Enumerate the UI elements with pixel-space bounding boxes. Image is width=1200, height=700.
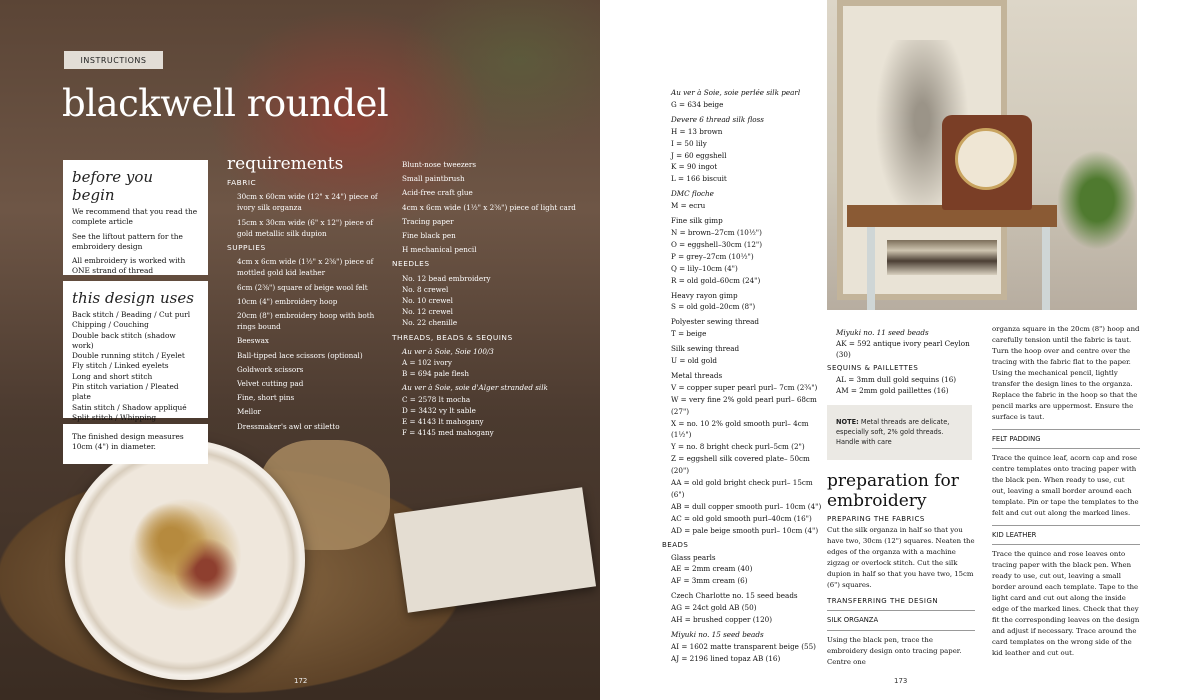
list-item: 15cm x 30cm wide (6" x 12") piece of gold metallic silk dupion — [237, 217, 374, 238]
list-item: AF = 3mm cream (6) — [671, 576, 748, 586]
kid-leather-heading: KID LEATHER — [992, 531, 1037, 540]
list-heading: NEEDLES — [392, 259, 430, 269]
transferring-heading: TRANSFERRING THE DESIGN — [827, 597, 939, 606]
list-item: P = grey–27cm (10½") — [671, 251, 754, 261]
list-item: Acid-free craft glue — [402, 188, 473, 198]
list-item: AA = old gold bright check purl– 15cm (6") — [671, 478, 813, 499]
section-tag: INSTRUCTIONS — [64, 51, 163, 69]
list-item: Z = eggshell silk covered plate– 50cm (20") — [671, 454, 810, 476]
uses-heading: this design uses — [72, 289, 194, 307]
list-item: Velvet cutting pad — [237, 379, 304, 389]
list-item: Au ver à Soie, soie perlée silk pearl — [671, 88, 801, 97]
list-item: AK = 592 antique ivory pearl Ceylon (30) — [836, 339, 970, 359]
list-heading: SUPPLIES — [227, 243, 266, 253]
list-item: AB = dull copper smooth purl– 10cm (4") — [671, 501, 822, 511]
list-item: Small paintbrush — [402, 174, 465, 184]
stitch-item: Long and short stitch — [72, 371, 153, 381]
before-para: We recommend that you read the complete article — [72, 207, 198, 227]
list-item: K = 90 ingot — [671, 162, 718, 172]
list-item: U = old gold — [671, 356, 717, 366]
list-item: D = 3432 vy lt sable — [402, 405, 476, 415]
list-item: No. 22 chenille — [402, 318, 458, 328]
requirements-heading: requirements — [227, 154, 344, 174]
list-item: AH = brushed copper (120) — [671, 615, 773, 625]
requirements-column-1 — [227, 154, 389, 432]
list-item: Fine, short pins — [237, 393, 295, 403]
list-item: Fine silk gimp — [671, 216, 723, 226]
goldwork-motif-image — [115, 480, 255, 630]
list-item: T = beige — [671, 329, 707, 339]
linen-cloth-image — [394, 487, 596, 612]
list-item: AM = 2mm gold paillettes (16) — [836, 386, 949, 395]
list-item: Au ver à Soie, Soie 100/3 — [402, 346, 494, 356]
list-item: N = brown–27cm (10½") — [671, 227, 762, 237]
note-box — [827, 405, 972, 460]
stitch-item: Fly stitch / Linked eyelets — [72, 361, 169, 371]
list-item: J = 60 eggshell — [671, 150, 727, 160]
list-heading: SEQUINS & PAILLETTES — [827, 364, 919, 372]
list-item: Miyuki no. 15 seed beads — [671, 629, 764, 639]
list-item: AC = old gold smooth purl–40cm (16") — [671, 513, 812, 523]
list-heading: FABRIC — [227, 178, 257, 187]
note-text: Metal threads are delicate, especially soft, 2% gold threads. Handle with care — [836, 418, 950, 446]
list-item: Fine black pen — [402, 231, 456, 241]
list-item: Beeswax — [237, 336, 269, 346]
list-heading: THREADS, BEADS & SEQUINS — [392, 332, 513, 342]
stitch-item: Pin stitch variation / Pleated plate — [72, 382, 179, 402]
stitch-item: Double back stitch (shadow work) — [72, 330, 176, 350]
list-item: X = no. 10 2% gold smooth purl– 4cm (1½") — [671, 418, 809, 440]
list-item: 4cm x 6cm wide (1½" x 2⅜") piece of mottled gold kid leather — [237, 257, 374, 278]
stitch-item: Chipping / Couching — [72, 320, 149, 330]
list-item: 20cm (8") embroidery hoop with both rings bound — [237, 311, 375, 332]
page-number: 172 — [294, 677, 308, 685]
list-item: 4cm x 6cm wide (1½" x 2⅜") piece of light card — [402, 202, 576, 212]
before-you-begin-box — [63, 160, 208, 275]
list-item: C = 2578 lt mocha — [402, 394, 471, 404]
list-item: Goldwork scissors — [237, 364, 304, 374]
list-item: AJ = 2196 lined topaz AB (16) — [671, 653, 781, 663]
instructions-column — [992, 324, 1140, 659]
threads-column — [662, 84, 826, 665]
before-heading: before you begin — [72, 168, 154, 204]
list-item: Blunt-nose tweezers — [402, 160, 477, 169]
stitch-list — [72, 310, 199, 423]
preparing-fabrics-text: Cut the silk organza in half so that you have two, 30cm (12") squares. Neaten the edges of the organza with a machine zigzag or overlock stitch. Cut the silk dupion in half so that you have two, 15cm (6") squares. — [827, 526, 975, 590]
stitch-item: Satin stitch / Shadow appliqué — [72, 402, 187, 412]
list-heading: BEADS — [662, 540, 689, 549]
list-item: AG = 24ct gold AB (50) — [671, 603, 757, 613]
list-item: 10cm (4") embroidery hoop — [237, 296, 338, 306]
list-item: B = 694 pale flesh — [402, 369, 469, 379]
list-item: M = ecru — [671, 201, 706, 211]
list-item: Au ver à Soie, soie d'Alger stranded silk — [402, 383, 548, 393]
kid-leather-text: Trace the quince and rose leaves onto tracing paper with the black pen. When ready to use, cut out, leaving a small border around each template. Tape to the light card and cut out along the inside edge of the marked lines. Check that they fit the corresponding leaves on the design and adjust if necessary. Trace around the card templates on the wrong side of the kid leather and cut out. — [992, 550, 1140, 658]
requirements-column-2 — [392, 156, 592, 438]
list-item: 6cm (2⅜") square of beige wool felt — [237, 282, 368, 292]
list-item: AE = 2mm cream (40) — [671, 564, 753, 574]
silk-organza-text: Using the black pen, trace the embroidery design onto tracing paper. Centre one — [827, 635, 962, 666]
list-item: Glass pearls — [671, 552, 716, 562]
list-item: 30cm x 60cm wide (12" x 24") piece of ivory silk organza — [237, 192, 378, 213]
list-item: Ball-tipped lace scissors (optional) — [237, 350, 363, 360]
list-item: Mellor — [237, 407, 261, 417]
organza-continued-text: organza square in the 20cm (8") hoop and carefully tension until the fabric is taut. Turn the hoop over and centre over the tracing with the fabric flat to the paper. Using the mechanical pencil, lightly transfer the design lines to the organza. Replace the fabric in the hoop so that the pencil marks are uppermost. Ensure the surface is taut. — [992, 325, 1140, 421]
before-para: See the liftout pattern for the embroidery design — [72, 231, 183, 251]
list-item: No. 10 crewel — [402, 296, 453, 306]
list-item: A = 102 ivory — [402, 358, 452, 368]
note-label: NOTE: — [836, 418, 859, 426]
list-item: No. 12 bead embroidery — [402, 273, 491, 283]
article-title: blackwell roundel — [62, 82, 389, 125]
list-item: Q = lily–10cm (4") — [671, 263, 738, 273]
preparation-section — [827, 471, 975, 668]
list-item: Metal threads — [671, 370, 723, 380]
preparation-heading: preparation for embroidery — [827, 471, 959, 511]
list-item: Tracing paper — [402, 216, 454, 226]
list-item: G = 634 beige — [671, 99, 724, 109]
silk-organza-heading: SILK ORGANZA — [827, 616, 879, 625]
finished-size-text: The finished design measures 10cm (4") in diameter. — [72, 432, 184, 452]
list-item: Heavy rayon gimp — [671, 290, 738, 300]
list-item: DMC floche — [671, 189, 714, 199]
stitch-item: Split stitch / Whipping — [72, 412, 157, 422]
list-item: V = copper super pearl purl– 7cm (2¾") — [671, 382, 818, 392]
stitch-item: Back stitch / Beading / Cut purl — [72, 310, 191, 319]
list-item: Devere 6 thread silk floss — [671, 114, 764, 124]
list-item: Czech Charlotte no. 15 seed beads — [671, 591, 798, 601]
list-item: No. 8 crewel — [402, 284, 449, 294]
list-item: Silk sewing thread — [671, 344, 740, 354]
finished-size-box — [63, 424, 208, 464]
list-item: AD = pale beige smooth purl– 10cm (4") — [671, 525, 819, 535]
list-item: H = 13 brown — [671, 126, 723, 136]
beads-column — [827, 324, 976, 396]
list-item: R = old gold–60cm (24") — [671, 275, 761, 285]
preparing-fabrics-heading: PREPARING THE FABRICS — [827, 515, 925, 523]
clock-on-table-photo — [827, 0, 1137, 310]
list-item: Miyuki no. 11 seed beads — [836, 328, 929, 337]
list-item: O = eggshell–30cm (12") — [671, 239, 763, 249]
list-item: AI = 1602 matte transparent beige (55) — [671, 641, 816, 651]
list-item: W = very fine 2% gold pearl purl– 68cm (27") — [671, 394, 817, 416]
list-item: E = 4143 lt mahogany — [402, 417, 484, 427]
design-uses-box — [63, 281, 208, 422]
stitch-item: Double running stitch / Eyelet — [72, 351, 185, 361]
felt-padding-text: Trace the quince leaf, acorn cap and rose centre templates onto tracing paper with the black pen. When ready to use, cut out, leaving a small border around each template. Pin or tape the templates to the felt and cut out along the marked lines. — [992, 454, 1139, 518]
page-number: 173 — [894, 677, 908, 685]
list-item: Y = no. 8 bright check purl–5cm (2") — [671, 442, 805, 452]
list-item: S = old gold–20cm (8") — [671, 302, 756, 312]
list-item: L = 166 biscuit — [671, 174, 727, 184]
before-para: All embroidery is worked with ONE strand of thread — [72, 256, 186, 276]
list-item: AL = 3mm dull gold sequins (16) — [836, 375, 957, 384]
list-item: H mechanical pencil — [402, 245, 477, 255]
list-item: F = 4145 med mahogany — [402, 428, 494, 438]
list-item: Dressmaker's awl or stiletto — [237, 421, 340, 431]
felt-padding-heading: FELT PADDING — [992, 435, 1041, 443]
list-item: I = 50 lily — [671, 138, 707, 148]
list-item: No. 12 crewel — [402, 307, 453, 317]
list-item: Polyester sewing thread — [671, 317, 760, 327]
